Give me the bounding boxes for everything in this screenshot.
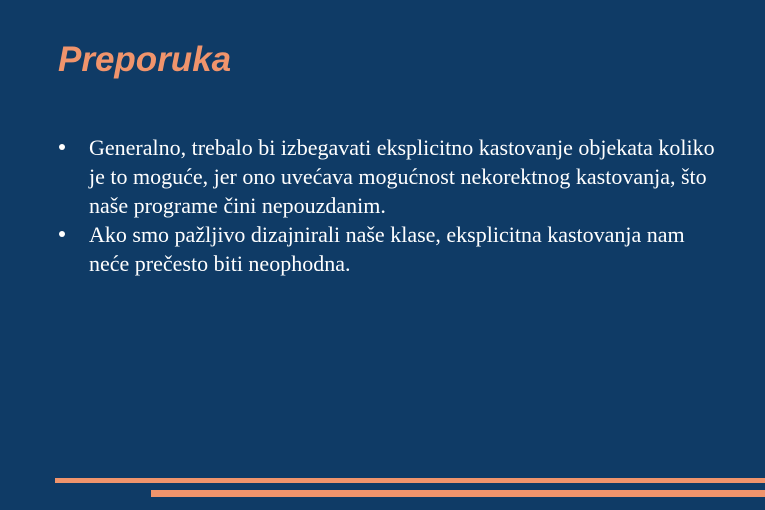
decorative-bar-top <box>55 478 765 483</box>
bullet-item <box>56 133 716 220</box>
bullet-text: Ako smo pažljivo dizajnirali naše klase, eksplicitna kastovanja nam neće prečesto biti neophodna. <box>89 222 685 276</box>
slide-title: Preporuka <box>58 40 232 79</box>
bullet-dot-icon <box>59 144 65 150</box>
bullet-text: Generalno, trebalo bi izbegavati eksplicitno kastovanje objekata koliko je to moguće, jer ono uvećava mogućnost nekorektnog kastovanja, što naše programe čini nepouzdanim. <box>89 135 715 218</box>
decorative-bar-bottom <box>151 490 765 497</box>
bullet-item <box>56 220 716 278</box>
bullet-dot-icon <box>59 231 65 237</box>
bullet-list <box>56 133 716 278</box>
